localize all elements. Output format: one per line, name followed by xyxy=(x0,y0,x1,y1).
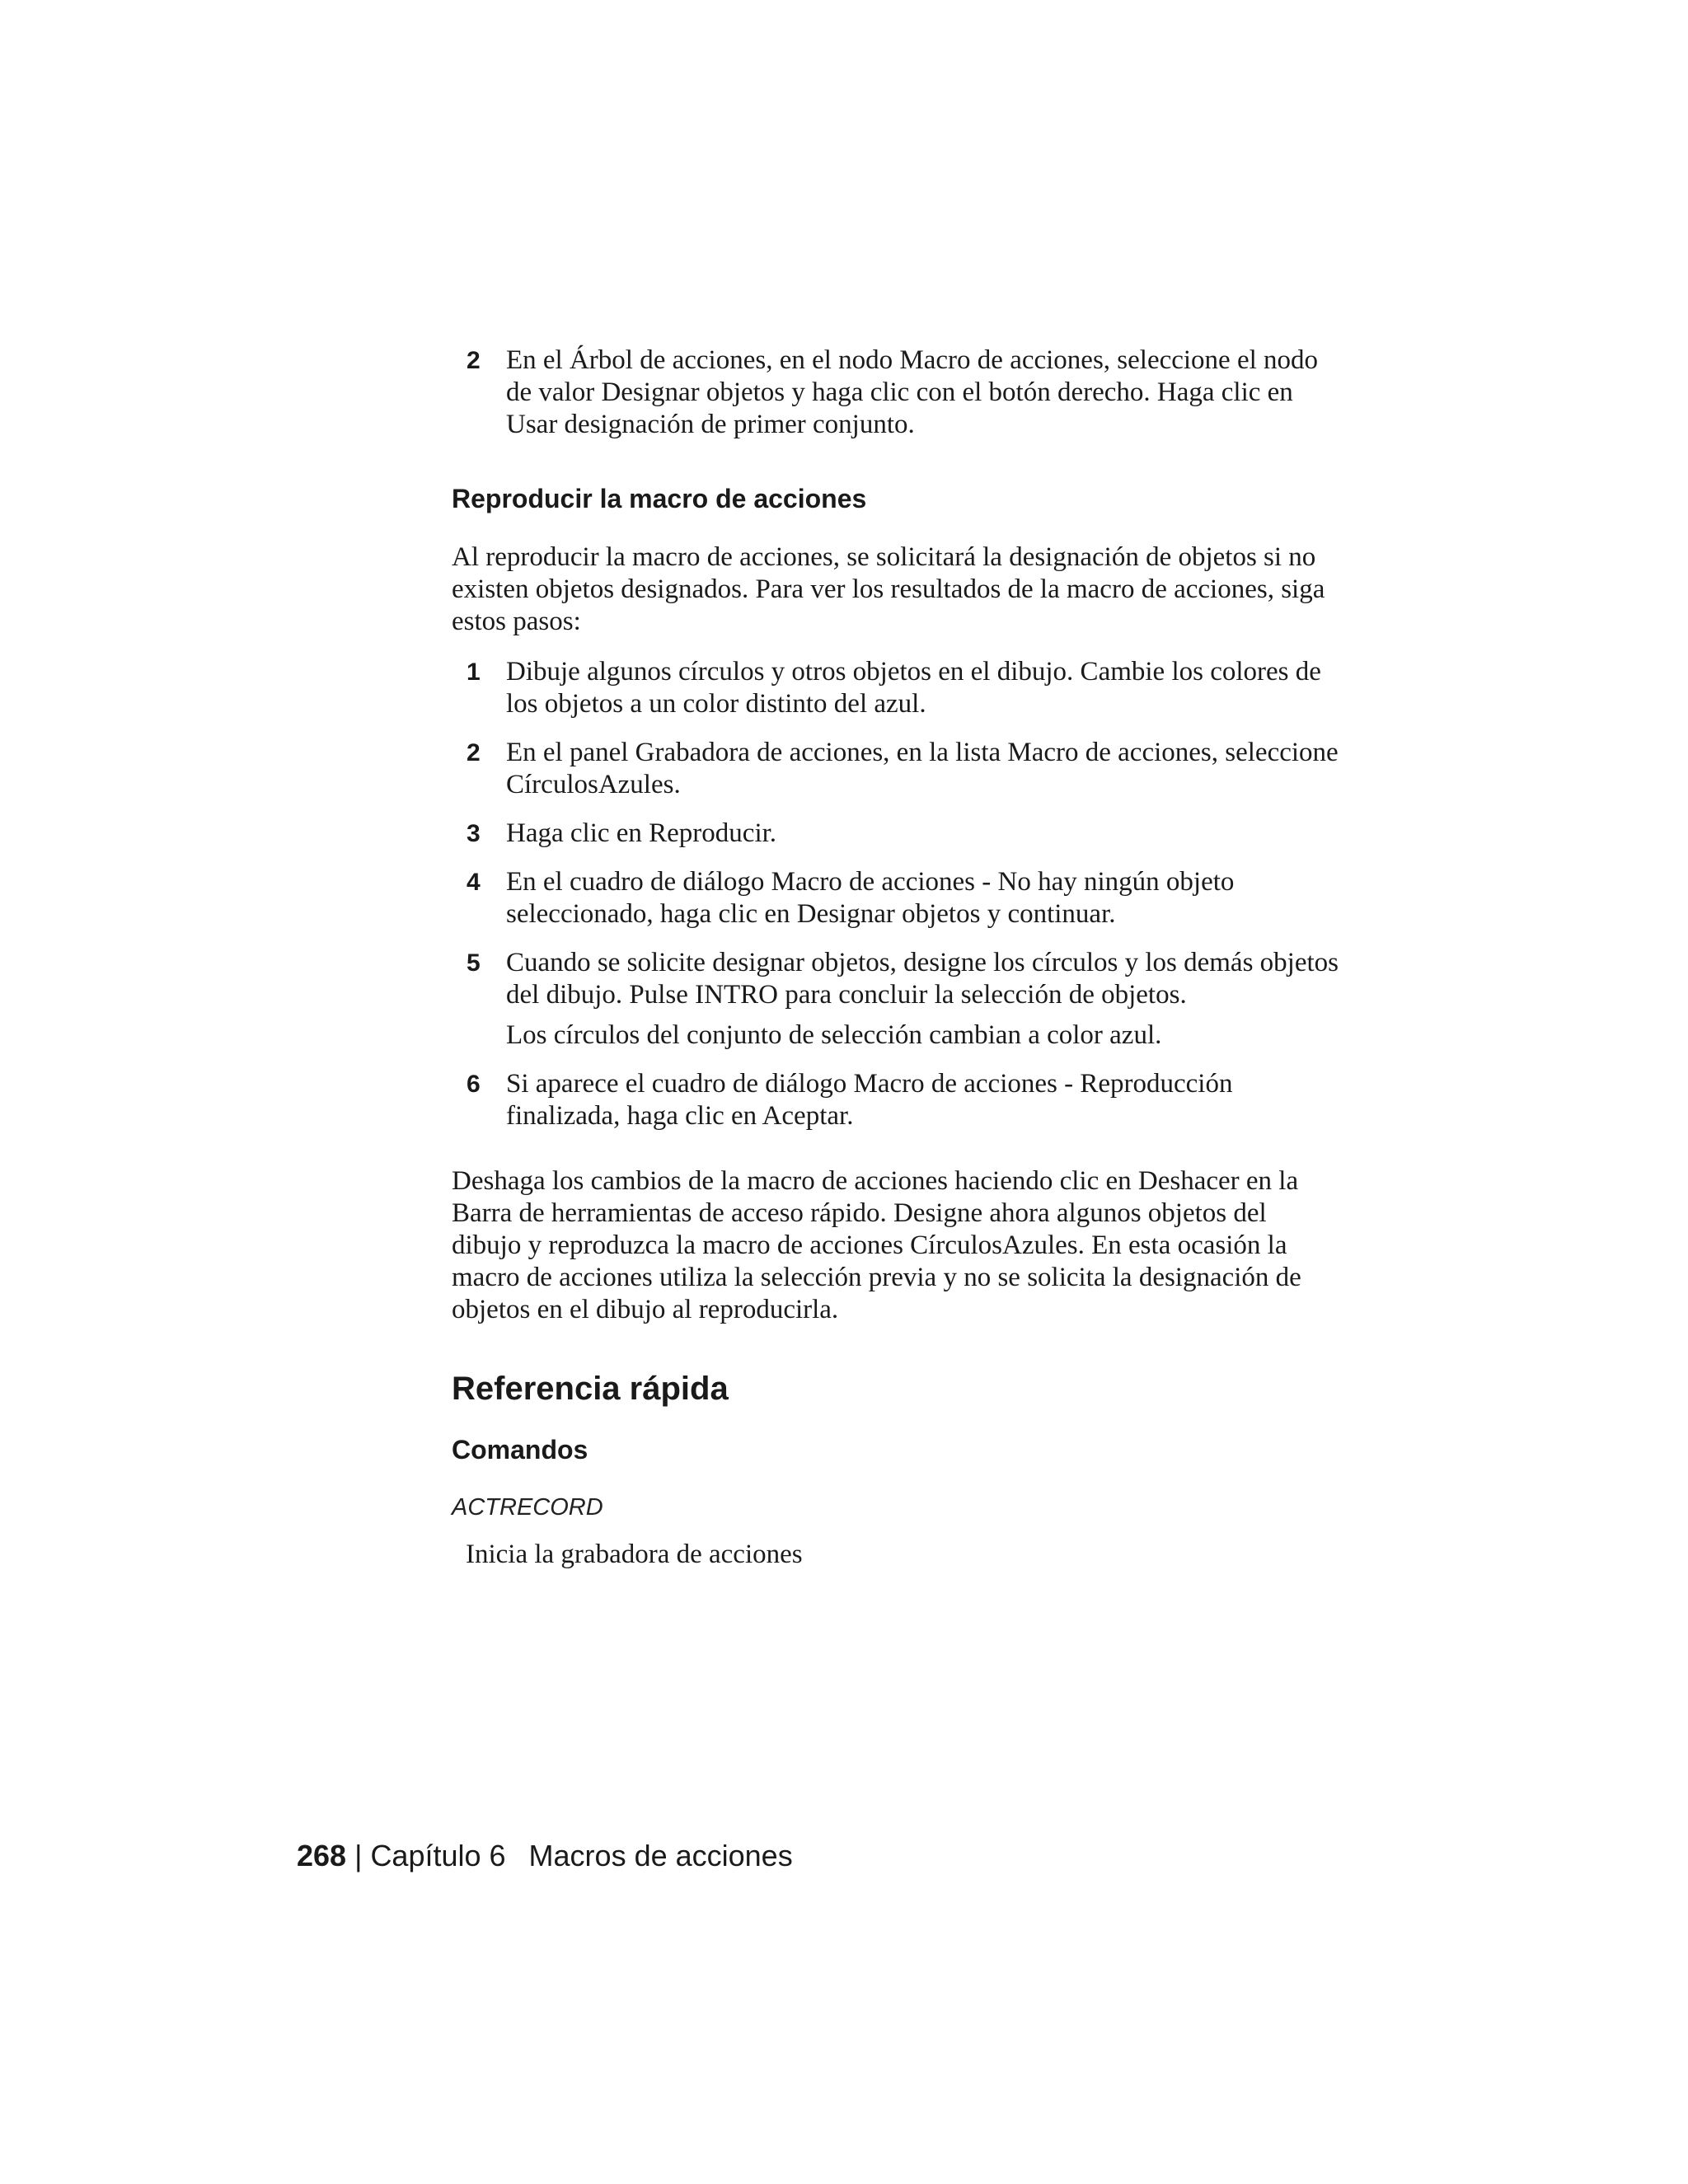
list-item xyxy=(452,656,1342,720)
step-number: 2 xyxy=(467,347,481,374)
list-item xyxy=(452,818,1342,850)
page-footer xyxy=(297,1838,793,1874)
command-name: ACTRECORD xyxy=(452,1494,603,1521)
step-number: 5 xyxy=(467,949,481,977)
list-item xyxy=(452,947,1342,1052)
step-number: 1 xyxy=(467,658,481,686)
page-content xyxy=(452,344,1342,1571)
list-item xyxy=(452,737,1342,801)
step-number: 6 xyxy=(467,1071,481,1098)
section-intro: Al reproducir la macro de acciones, se solicitará la designación de objetos si no existen objetos designados. Para ver los resultados de la macro de acciones, siga estos pasos: xyxy=(452,542,1325,636)
step-number: 4 xyxy=(467,869,481,896)
list-item xyxy=(452,866,1342,930)
command-description: Inicia la grabadora de acciones xyxy=(466,1540,803,1569)
step-text: Dibuje algunos círculos y otros objetos en el dibujo. Cambie los colores de los objetos a un color distinto del azul. xyxy=(506,657,1321,719)
chapter-label: Capítulo 6 xyxy=(370,1839,506,1872)
quick-reference-heading: Referencia rápida xyxy=(452,1371,729,1407)
step-text: En el panel Grabadora de acciones, en la lista Macro de acciones, seleccione CírculosAzules. xyxy=(506,738,1339,799)
chapter-title: Macros de acciones xyxy=(528,1839,793,1872)
step-number: 3 xyxy=(467,820,481,847)
step-text: Si aparece el cuadro de diálogo Macro de acciones - Reproducción finalizada, haga clic en Aceptar. xyxy=(506,1069,1233,1131)
section-heading: Reproducir la macro de acciones xyxy=(452,484,867,513)
list-item xyxy=(452,344,1342,441)
commands-heading: Comandos xyxy=(452,1435,588,1465)
list-item xyxy=(452,1068,1342,1132)
section-outro: Deshaga los cambios de la macro de acciones haciendo clic en Deshacer en la Barra de herramientas de acceso rápido. Designe ahora algunos objetos del dibujo y reproduzca la macro de acciones CírculosAzules. En esta ocasión la macro de acciones utiliza la selección previa y no se solicita la designación de objetos en el dibujo al reproducirla. xyxy=(452,1166,1301,1324)
step-text: Cuando se solicite designar objetos, designe los círculos y los demás objetos del dibujo. Pulse INTRO para concluir la selección de objetos. xyxy=(506,948,1339,1010)
step-text: Haga clic en Reproducir. xyxy=(506,818,777,848)
step-note: Los círculos del conjunto de selección cambian a color azul. xyxy=(506,1020,1162,1050)
step-number: 2 xyxy=(467,739,481,766)
step-text: En el Árbol de acciones, en el nodo Macro de acciones, seleccione el nodo de valor Designar objetos y haga clic con el botón derecho. Haga clic en Usar designación de primer conjunto. xyxy=(506,345,1319,439)
footer-separator: | xyxy=(354,1839,363,1872)
step-text: En el cuadro de diálogo Macro de acciones - No hay ningún objeto seleccionado, haga clic en Designar objetos y continuar. xyxy=(506,867,1235,929)
page-number: 268 xyxy=(297,1839,347,1872)
